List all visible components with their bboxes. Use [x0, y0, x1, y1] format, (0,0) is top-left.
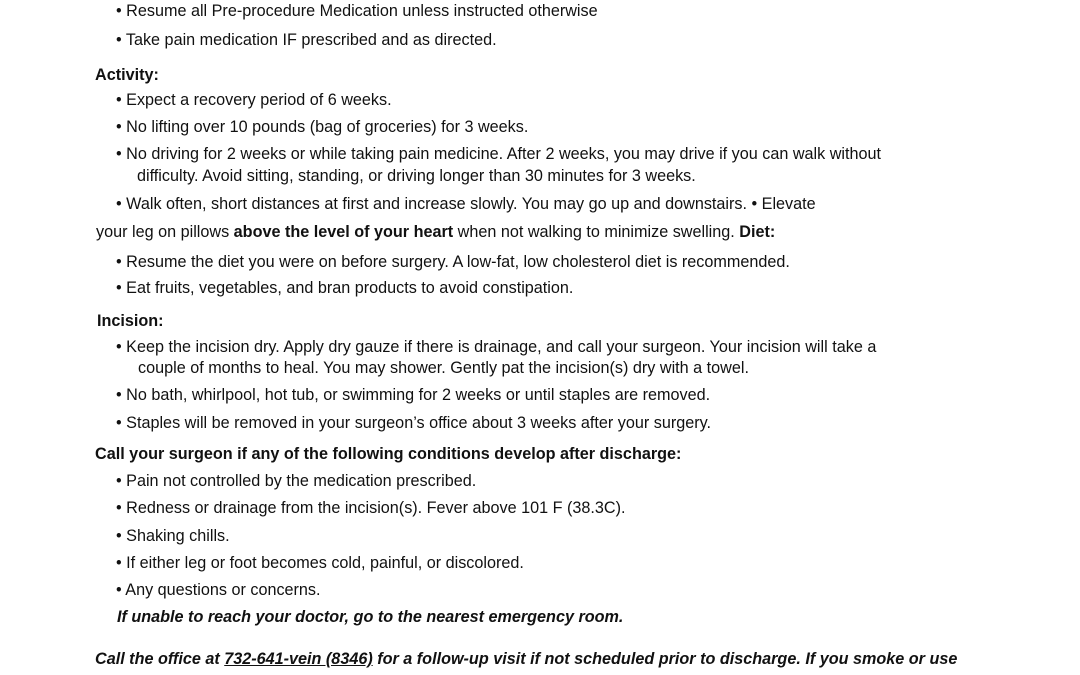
diet-bullet: • Resume the diet you were on before surgery. A low-fat, low cholesterol diet is recommended. — [116, 253, 790, 271]
elevate-text-start: your leg on pillows — [96, 223, 234, 241]
activity-bullet: • Walk often, short distances at first and increase slowly. You may go up and downstairs. • Elevate — [116, 195, 816, 213]
cut-off-text-line — [395, 671, 775, 675]
incision-bullet: • No bath, whirlpool, hot tub, or swimming for 2 weeks or until staples are removed. — [116, 386, 711, 404]
activity-bullet: • Expect a recovery period of 6 weeks. — [116, 91, 392, 109]
follow-up-text-start: Call the office at — [95, 650, 225, 668]
warning-bullet: • If either leg or foot becomes cold, painful, or discolored. — [116, 554, 524, 572]
activity-bullet: • No lifting over 10 pounds (bag of groceries) for 3 weeks. — [116, 118, 529, 136]
diet-bullet: • Eat fruits, vegetables, and bran products to avoid constipation. — [116, 279, 574, 297]
warning-bullet: • Shaking chills. — [116, 527, 230, 545]
warning-bullet: • Pain not controlled by the medication prescribed. — [116, 472, 477, 490]
activity-bullet: • No driving for 2 weeks or while taking pain medicine. After 2 weeks, you may drive if you can walk without — [116, 145, 882, 163]
activity-bullet-continuation: difficulty. Avoid sitting, standing, or driving longer than 30 minutes for 3 weeks. — [137, 167, 696, 185]
incision-heading: Incision: — [97, 312, 164, 330]
warning-bullet: • Any questions or concerns. — [116, 581, 321, 599]
call-surgeon-heading: Call your surgeon if any of the following conditions develop after discharge: — [95, 445, 682, 463]
elevate-emphasis: above the level of your heart — [233, 223, 454, 241]
emergency-note: If unable to reach your doctor, go to the nearest emergency room. — [117, 608, 624, 626]
warning-bullet: • Redness or drainage from the incision(s). Fever above 101 F (38.3C). — [116, 499, 626, 517]
office-phone-link[interactable]: 732-641-vein (8346) — [224, 650, 373, 668]
follow-up-line — [95, 649, 957, 669]
incision-bullet: • Keep the incision dry. Apply dry gauze if there is drainage, and call your surgeon. Your incision will take a — [116, 338, 877, 356]
elevate-leg-line — [96, 222, 775, 242]
follow-up-text-end: for a follow-up visit if not scheduled prior to discharge. If you smoke or use — [372, 650, 958, 668]
diet-heading: Diet: — [739, 223, 776, 241]
activity-heading: Activity: — [95, 66, 159, 84]
medication-bullet: • Resume all Pre-procedure Medication unless instructed otherwise — [116, 2, 598, 20]
incision-bullet: • Staples will be removed in your surgeon’s office about 3 weeks after your surgery. — [116, 414, 712, 432]
elevate-text-end: when not walking to minimize swelling. — [453, 223, 740, 241]
medication-bullet: • Take pain medication IF prescribed and as directed. — [116, 31, 497, 49]
incision-bullet-continuation: couple of months to heal. You may shower. Gently pat the incision(s) dry with a towel. — [138, 359, 749, 377]
